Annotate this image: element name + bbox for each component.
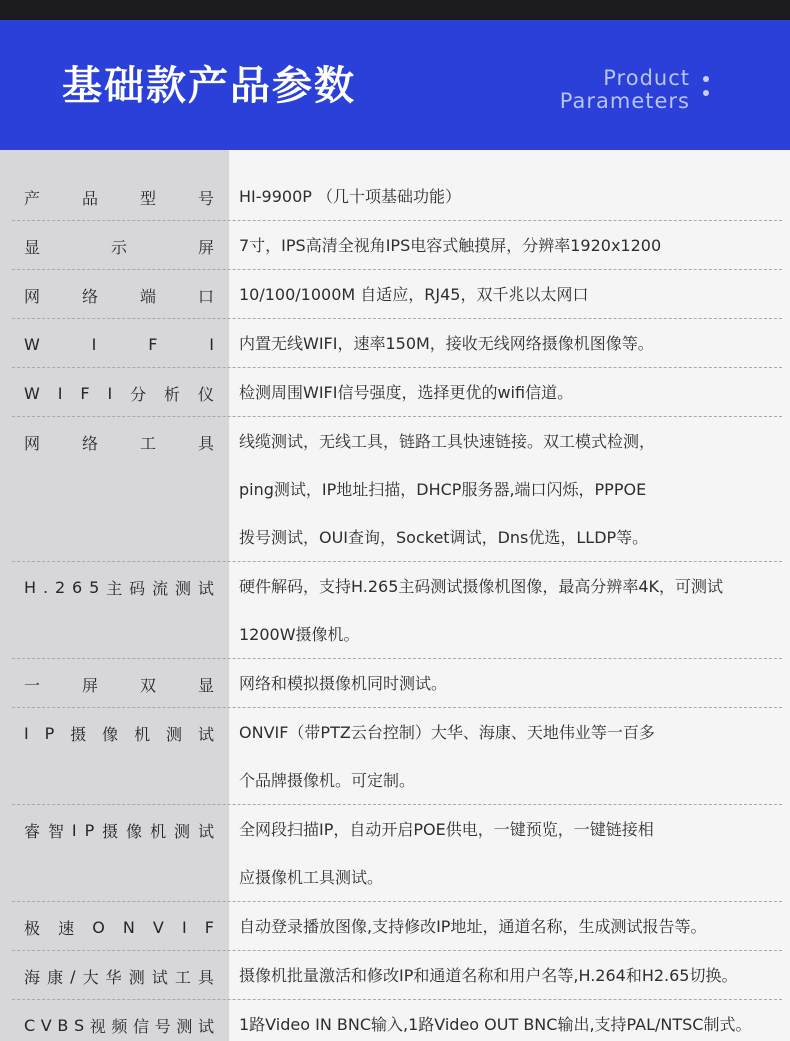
parameter-label-char: 试 (197, 724, 214, 744)
parameter-label-char: I (91, 334, 97, 354)
parameter-label (24, 320, 214, 368)
parameter-label-char: 像 (126, 821, 143, 841)
parameter-label-char: F (204, 917, 214, 937)
table-row (0, 173, 790, 221)
parameter-value-line: 摄像机批量激活和修改IP和通道名称和用户名等,H.264和H2.65切换。 (239, 966, 738, 985)
english-subtitle-line1: Product (603, 66, 690, 90)
parameter-label-char: 分 (130, 384, 147, 404)
table-row (0, 418, 790, 562)
parameter-label (24, 563, 214, 611)
table-row (0, 660, 790, 708)
parameter-value-line: HI-9900P （几十项基础功能） (239, 187, 461, 206)
parameter-value-line: 10/100/1000M 自适应，RJ45，双千兆以太网口 (239, 285, 589, 304)
parameter-label-char: 大 (82, 967, 99, 987)
parameter-label-char: 产 (24, 188, 41, 208)
row-divider (12, 950, 782, 951)
parameter-value-line: 1路Video IN BNC输入,1路Video OUT BNC输出,支持PAL/NTSC制式。 (239, 1015, 752, 1034)
parameter-label (24, 709, 214, 757)
parameter-label-char: I (71, 820, 77, 840)
parameter-label-char: 信 (133, 1016, 150, 1036)
parameter-table (0, 150, 790, 1041)
parameter-label-char: 海 (24, 967, 41, 987)
parameter-label-char: 析 (164, 384, 181, 404)
parameter-label-char: 具 (197, 967, 214, 987)
row-divider (12, 367, 782, 368)
page-title: 基础款产品参数 (62, 63, 356, 109)
parameter-label-char: F (148, 334, 158, 354)
parameter-value-line: ping测试，IP地址扫描，DHCP服务器,端口闪烁，PPPOE (239, 480, 647, 499)
table-row (0, 222, 790, 270)
table-row (0, 271, 790, 319)
parameter-value (239, 369, 784, 417)
parameter-label-char: V (152, 917, 164, 937)
parameter-label-char: S (73, 1015, 85, 1035)
parameter-label-char: 极 (24, 918, 41, 938)
parameter-label-char: O (92, 917, 105, 937)
parameter-label-char: 康 (47, 967, 64, 987)
parameter-value-line: 网络和模拟摄像机同时测试。 (239, 674, 448, 693)
parameter-label-char: 试 (151, 967, 168, 987)
table-row (0, 952, 790, 1000)
parameter-label-char: 一 (24, 675, 41, 695)
parameter-label-char: . (42, 577, 49, 597)
parameter-label (24, 660, 214, 708)
parameter-label (24, 952, 214, 1000)
parameter-label-char: I (24, 723, 29, 743)
row-divider (12, 561, 782, 562)
parameter-value (239, 173, 784, 221)
parameter-label-char: 2 (54, 577, 66, 597)
parameter-label-char: C (24, 1015, 36, 1035)
table-row (0, 320, 790, 368)
table-row (0, 709, 790, 805)
parameter-value-line: 线缆测试，无线工具，链路工具快速链接。双工模式检测， (239, 432, 656, 451)
parameter-value (239, 806, 784, 902)
parameter-value (239, 660, 784, 708)
parameter-label-char: 5 (89, 577, 100, 597)
parameter-label-char: I (209, 334, 214, 354)
parameter-label-char: 号 (197, 188, 214, 208)
parameter-value-line: 检测周围WIFI信号强度，选择更优的wifi信道。 (239, 383, 574, 402)
row-divider (12, 318, 782, 319)
parameter-label-char: 频 (111, 1016, 128, 1036)
row-divider (12, 999, 782, 1000)
parameter-label-char: 网 (24, 433, 41, 453)
parameter-label-char: 型 (139, 188, 156, 208)
parameter-label-char: 机 (150, 821, 167, 841)
parameter-label-char: 端 (139, 286, 156, 306)
parameter-label-char: 测 (174, 821, 191, 841)
row-divider (12, 269, 782, 270)
row-divider (12, 804, 782, 805)
parameter-label-char: 6 (72, 577, 83, 597)
row-divider (12, 658, 782, 659)
parameter-label-char: / (70, 966, 76, 986)
parameter-value (239, 952, 784, 1000)
parameter-label-char: 仪 (197, 384, 214, 404)
parameter-value (239, 563, 784, 659)
parameter-label-char: I (107, 383, 113, 403)
parameter-label-char: 工 (174, 967, 191, 987)
parameter-label-char: 显 (24, 237, 41, 257)
top-dark-bar (0, 0, 790, 20)
parameter-value (239, 418, 784, 562)
english-subtitle-line2: Parameters (559, 89, 690, 113)
parameter-label (24, 369, 214, 417)
parameter-label (24, 1001, 214, 1041)
parameter-label-char: 试 (197, 578, 214, 598)
header-banner (0, 20, 790, 150)
parameter-value-line: 全网段扫描IP，自动开启POE供电，一键预览，一键链接相 (239, 820, 654, 839)
parameter-label-char: 测 (166, 724, 183, 744)
parameter-value-line: 个品牌摄像机。可定制。 (239, 771, 416, 790)
parameter-label-char: 品 (81, 188, 98, 208)
parameter-value (239, 222, 784, 270)
parameter-label-char: H (24, 577, 37, 597)
parameter-label-char: 号 (154, 1016, 171, 1036)
table-row (0, 563, 790, 659)
english-subtitle (560, 67, 690, 113)
parameter-value-line: 7寸，IPS高清全视角IPS电容式触摸屏，分辨率1920x1200 (239, 236, 662, 255)
parameter-label-char: 络 (81, 286, 98, 306)
parameter-label-char: 测 (128, 967, 145, 987)
parameter-label-char: P (44, 723, 55, 743)
parameter-label-char: N (122, 917, 135, 937)
parameter-label-char: 工 (139, 433, 156, 453)
parameter-value-line: ONVIF（带PTZ云台控制）大华、海康、天地伟业等一百多 (239, 723, 655, 742)
row-divider (12, 416, 782, 417)
parameter-label-char: 络 (81, 433, 98, 453)
parameter-label-char: 口 (197, 286, 214, 306)
parameter-label-char: 像 (102, 724, 119, 744)
parameter-value (239, 320, 784, 368)
parameter-value-line: 硬件解码，支持H.265主码测试摄像机图像，最高分辨率4K，可测试 (239, 577, 724, 596)
parameter-value (239, 1001, 784, 1041)
parameter-label-char: I (181, 917, 187, 937)
parameter-label (24, 222, 214, 270)
parameter-value (239, 709, 784, 805)
table-row (0, 369, 790, 417)
parameter-label-char: F (80, 383, 90, 403)
parameter-value-line: 应摄像机工具测试。 (239, 868, 384, 887)
parameter-label (24, 903, 214, 951)
parameter-label-char: 试 (197, 1016, 214, 1036)
parameter-label-char: 智 (47, 821, 64, 841)
parameter-label-char: 测 (176, 1016, 193, 1036)
parameter-label-char: 主 (106, 578, 123, 598)
parameter-label-char: 双 (139, 675, 156, 695)
parameter-label-char: 机 (134, 724, 151, 744)
parameter-value-line: 自动登录播放图像,支持修改IP地址，通道名称，生成测试报告等。 (239, 917, 707, 936)
parameter-value-line: 内置无线WIFI，速率150M，接收无线网络摄像机图像等。 (239, 334, 654, 353)
parameter-value (239, 271, 784, 319)
parameter-label-char: V (40, 1015, 52, 1035)
parameter-label-char: 华 (105, 967, 122, 987)
parameter-label-char: 网 (24, 286, 41, 306)
parameter-label-char: 码 (129, 578, 146, 598)
parameter-label-char: 睿 (24, 821, 41, 841)
parameter-label-char: 摄 (70, 724, 87, 744)
parameter-value-line: 1200W摄像机。 (239, 625, 360, 644)
colon-dots-icon (703, 76, 711, 104)
parameter-label-char: 摄 (102, 821, 119, 841)
parameter-label-char: 示 (110, 237, 127, 257)
row-divider (12, 901, 782, 902)
table-row (0, 806, 790, 902)
row-divider (12, 707, 782, 708)
row-divider (12, 220, 782, 221)
parameter-label-char: 屏 (81, 675, 98, 695)
table-row (0, 1001, 790, 1041)
parameter-value-line: 拨号测试，OUI查询，Socket调试，Dns优选，LLDP等。 (239, 528, 649, 547)
parameter-label-char: 流 (152, 578, 169, 598)
parameter-label-char: W (24, 334, 40, 354)
parameter-value (239, 903, 784, 951)
parameter-label-char: 显 (197, 675, 214, 695)
parameter-label (24, 806, 214, 854)
parameter-label-char: W (24, 383, 40, 403)
table-row (0, 903, 790, 951)
parameter-label-char: 速 (58, 918, 75, 938)
parameter-label (24, 271, 214, 319)
parameter-label-char: 具 (197, 433, 214, 453)
parameter-label-char: 屏 (197, 237, 214, 257)
parameter-label-char: B (57, 1015, 69, 1035)
parameter-label-char: 视 (89, 1016, 106, 1036)
parameter-label-char: P (84, 820, 95, 840)
parameter-label (24, 418, 214, 466)
parameter-label-char: I (57, 383, 63, 403)
parameter-label-char: 试 (197, 821, 214, 841)
parameter-label-char: 测 (174, 578, 191, 598)
parameter-label (24, 173, 214, 221)
